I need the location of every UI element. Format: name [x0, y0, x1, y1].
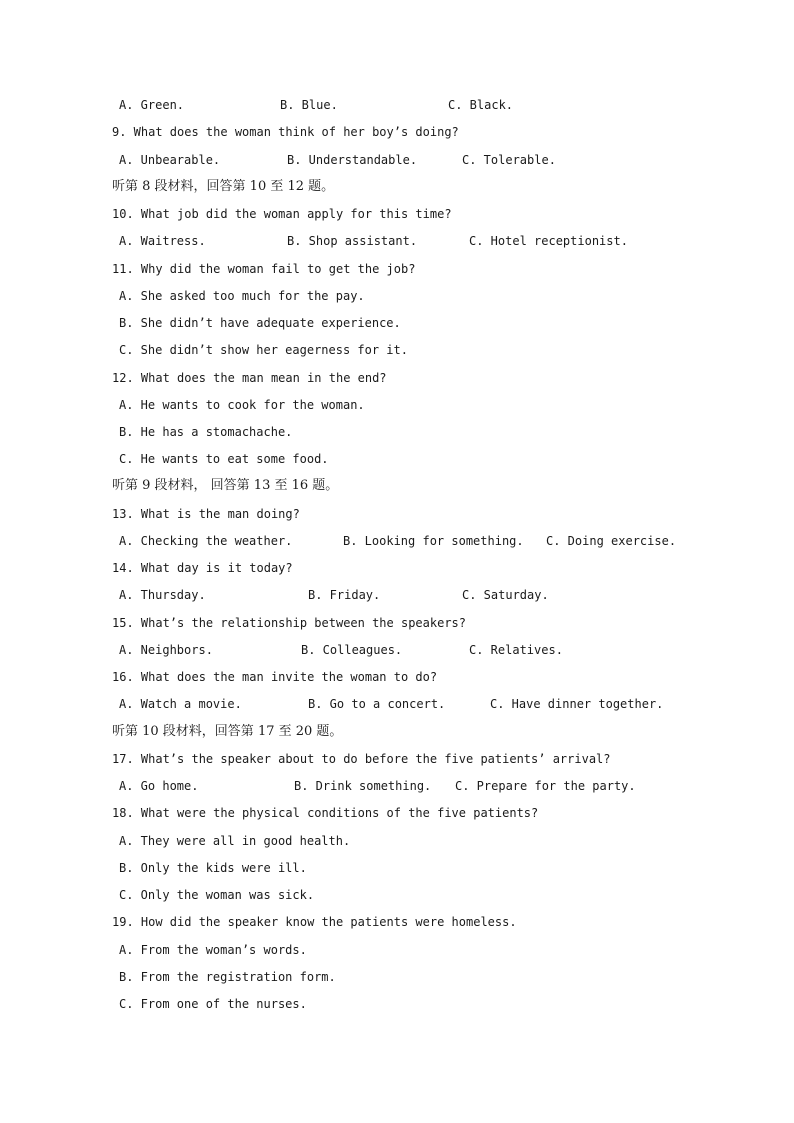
- q16-options: [119, 694, 664, 714]
- q15-question: 15. What’s the relationship between the speakers?: [112, 616, 467, 630]
- q17-question: 17. What’s the speaker about to do before the five patients’ arrival?: [112, 752, 611, 766]
- q13-options: [119, 531, 677, 551]
- q16-question: 16. What does the man invite the woman to do?: [112, 670, 438, 684]
- q12-option-a: A. He wants to cook for the woman.: [119, 398, 365, 412]
- q12-option-c: C. He wants to eat some food.: [119, 452, 329, 466]
- q15-option-a: A. Neighbors.: [119, 643, 213, 657]
- q11-question: 11. Why did the woman fail to get the job?: [112, 262, 416, 276]
- q11-option-a: A. She asked too much for the pay.: [119, 289, 365, 303]
- q10-question: 10. What job did the woman apply for this time?: [112, 207, 452, 221]
- q9-options: [119, 150, 556, 170]
- q16-option-b: B. Go to a concert.: [308, 697, 446, 711]
- q12-option-b: B. He has a stomachache.: [119, 425, 293, 439]
- q18-option-c: C. Only the woman was sick.: [119, 888, 315, 902]
- section-heading-9: 听第 9 段材料， 回答第 13 至 16 题。: [112, 478, 339, 493]
- q12-question: 12. What does the man mean in the end?: [112, 371, 387, 385]
- q15-options: [119, 640, 563, 660]
- q9-option-c: C. Tolerable.: [462, 153, 556, 167]
- q8-option-b: B. Blue.: [280, 98, 338, 112]
- q14-option-a: A. Thursday.: [119, 588, 206, 602]
- q9-option-b: B. Understandable.: [287, 153, 418, 167]
- q9-option-a: A. Unbearable.: [119, 153, 221, 167]
- q9-question: 9. What does the woman think of her boy’s doing?: [112, 125, 459, 139]
- section-heading-8: 听第 8 段材料，回答第 10 至 12 题。: [112, 179, 335, 194]
- q16-option-a: A. Watch a movie.: [119, 697, 242, 711]
- q14-question: 14. What day is it today?: [112, 561, 293, 575]
- q16-option-c: C. Have dinner together.: [490, 697, 664, 711]
- q10-option-b: B. Shop assistant.: [287, 234, 418, 248]
- q17-options: [119, 776, 636, 796]
- q18-option-b: B. Only the kids were ill.: [119, 861, 307, 875]
- q15-option-c: C. Relatives.: [469, 643, 563, 657]
- q11-option-c: C. She didn’t show her eagerness for it.: [119, 343, 408, 357]
- q18-option-a: A. They were all in good health.: [119, 834, 351, 848]
- q15-option-b: B. Colleagues.: [301, 643, 403, 657]
- q14-option-b: B. Friday.: [308, 588, 381, 602]
- q8-option-a: A. Green.: [119, 98, 185, 112]
- q10-option-c: C. Hotel receptionist.: [469, 234, 628, 248]
- q8-options: [119, 95, 514, 115]
- q13-option-b: B. Looking for something.: [343, 534, 524, 548]
- q10-option-a: A. Waitress.: [119, 234, 206, 248]
- q19-question: 19. How did the speaker know the patients were homeless.: [112, 915, 517, 929]
- q19-option-a: A. From the woman’s words.: [119, 943, 307, 957]
- q10-options: [119, 231, 628, 251]
- q11-option-b: B. She didn’t have adequate experience.: [119, 316, 401, 330]
- q14-option-c: C. Saturday.: [462, 588, 549, 602]
- q19-option-c: C. From one of the nurses.: [119, 997, 307, 1011]
- q18-question: 18. What were the physical conditions of the five patients?: [112, 806, 539, 820]
- q14-options: [119, 585, 549, 605]
- q13-option-a: A. Checking the weather.: [119, 534, 293, 548]
- section-heading-10: 听第 10 段材料，回答第 17 至 20 题。: [112, 724, 343, 739]
- q17-option-c: C. Prepare for the party.: [455, 779, 636, 793]
- q8-option-c: C. Black.: [448, 98, 514, 112]
- q13-question: 13. What is the man doing?: [112, 507, 300, 521]
- q19-option-b: B. From the registration form.: [119, 970, 336, 984]
- q17-option-b: B. Drink something.: [294, 779, 432, 793]
- q17-option-a: A. Go home.: [119, 779, 199, 793]
- q13-option-c: C. Doing exercise.: [546, 534, 677, 548]
